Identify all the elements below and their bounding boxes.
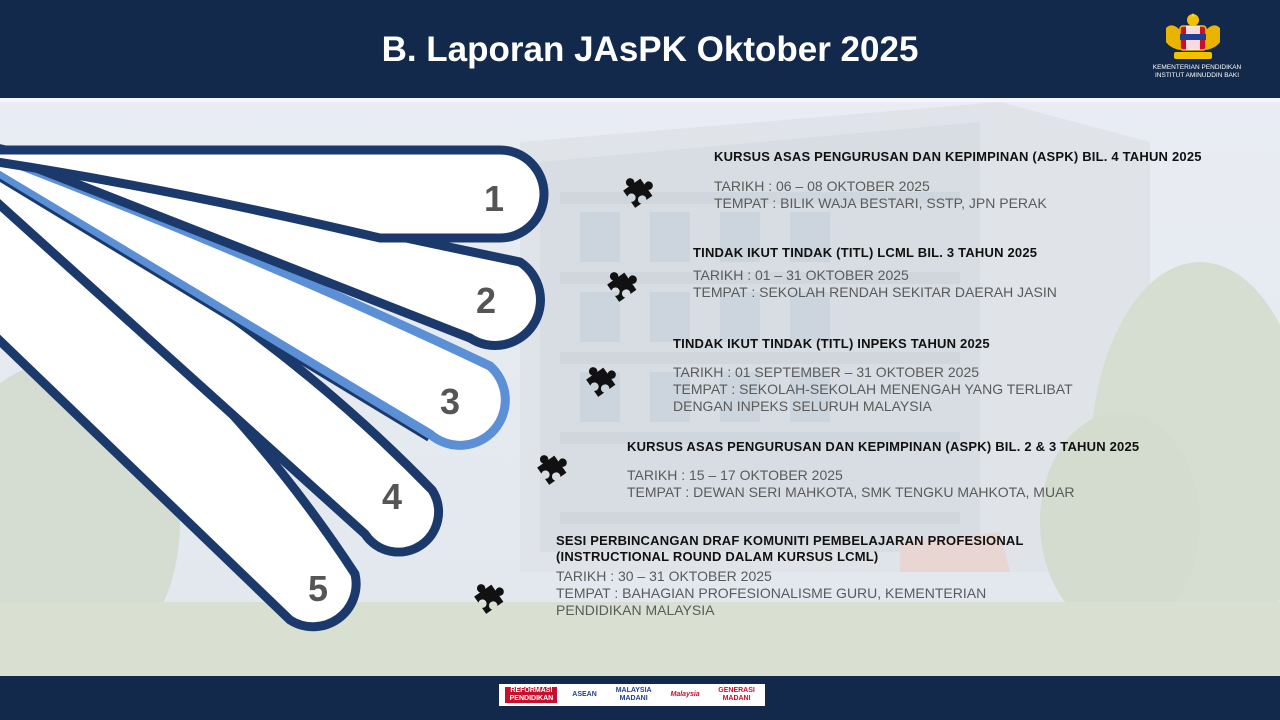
item-title: KURSUS ASAS PENGURUSAN DAN KEPIMPINAN (ASPK) BIL. 4 TAHUN 2025 [714, 149, 1202, 164]
item-place: TEMPAT : BAHAGIAN PROFESIONALISME GURU, KEMENTERIAN [556, 585, 987, 601]
item-place-cont: PENDIDIKAN MALAYSIA [556, 602, 715, 618]
item-number-3: 3 [439, 381, 461, 422]
report-item-1 [714, 149, 1274, 212]
asean-logo: ASEAN [572, 691, 597, 698]
organization-name [1132, 64, 1262, 80]
footer-logo-strip [499, 684, 765, 706]
item-title-cont: (INSTRUCTIONAL ROUND DALAM KURSUS LCML) [556, 549, 879, 564]
item-title: SESI PERBINCANGAN DRAF KOMUNITI PEMBELAJARAN PROFESIONAL [556, 533, 1024, 548]
item-number-2: 2 [475, 280, 497, 321]
org-line-2: INSTITUT AMINUDDIN BAKI [1154, 72, 1240, 79]
org-line-1: KEMENTERIAN PENDIDIKAN [1152, 64, 1242, 71]
item-number-4: 4 [381, 476, 403, 517]
report-item-4 [627, 439, 1187, 501]
item-title: KURSUS ASAS PENGURUSAN DAN KEPIMPINAN (ASPK) BIL. 2 & 3 TAHUN 2025 [627, 439, 1140, 454]
item-date: TARIKH : 30 – 31 OKTOBER 2025 [556, 568, 772, 584]
generasi-madani-logo: GENERASI MADANI [718, 687, 755, 702]
malaysia-madani-logo: MALAYSIA MADANI [615, 687, 652, 702]
item-title: TINDAK IKUT TINDAK (TITL) LCML BIL. 3 TAHUN 2025 [693, 245, 1038, 260]
item-place: TEMPAT : DEWAN SERI MAHKOTA, SMK TENGKU MAHKOTA, MUAR [627, 484, 1075, 500]
item-place: TEMPAT : SEKOLAH-SEKOLAH MENENGAH YANG TERLIBAT [673, 381, 1073, 397]
report-item-2 [693, 245, 1253, 301]
item-place-cont: DENGAN INPEKS SELURUH MALAYSIA [673, 398, 932, 414]
puzzle-piece-icon [619, 166, 661, 208]
coat-of-arms-icon [1160, 10, 1226, 64]
item-date: TARIKH : 01 SEPTEMBER – 31 OKTOBER 2025 [673, 364, 980, 380]
puzzle-piece-icon [582, 355, 624, 397]
malaysia-logo: Malaysia [670, 691, 700, 698]
puzzle-piece-icon [470, 572, 512, 614]
item-number-1: 1 [483, 178, 505, 219]
puzzle-piece-icon [533, 443, 575, 485]
item-date: TARIKH : 15 – 17 OKTOBER 2025 [627, 467, 843, 483]
item-number-5: 5 [307, 568, 329, 609]
item-place: TEMPAT : BILIK WAJA BESTARI, SSTP, JPN PERAK [714, 195, 1047, 211]
report-item-3 [673, 336, 1233, 415]
item-place: TEMPAT : SEKOLAH RENDAH SEKITAR DAERAH JASIN [693, 284, 1057, 300]
report-item-5 [556, 533, 1116, 619]
puzzle-piece-icon [603, 260, 645, 302]
reformasi-pendidikan-logo: REFORMASI PENDIDIKAN [505, 687, 557, 703]
item-date: TARIKH : 01 – 31 OKTOBER 2025 [693, 267, 909, 283]
item-title: TINDAK IKUT TINDAK (TITL) INPEKS TAHUN 2025 [673, 336, 990, 351]
item-date: TARIKH : 06 – 08 OKTOBER 2025 [714, 178, 930, 194]
page-title: B. Laporan JAsPK Oktober 2025 [381, 30, 919, 69]
